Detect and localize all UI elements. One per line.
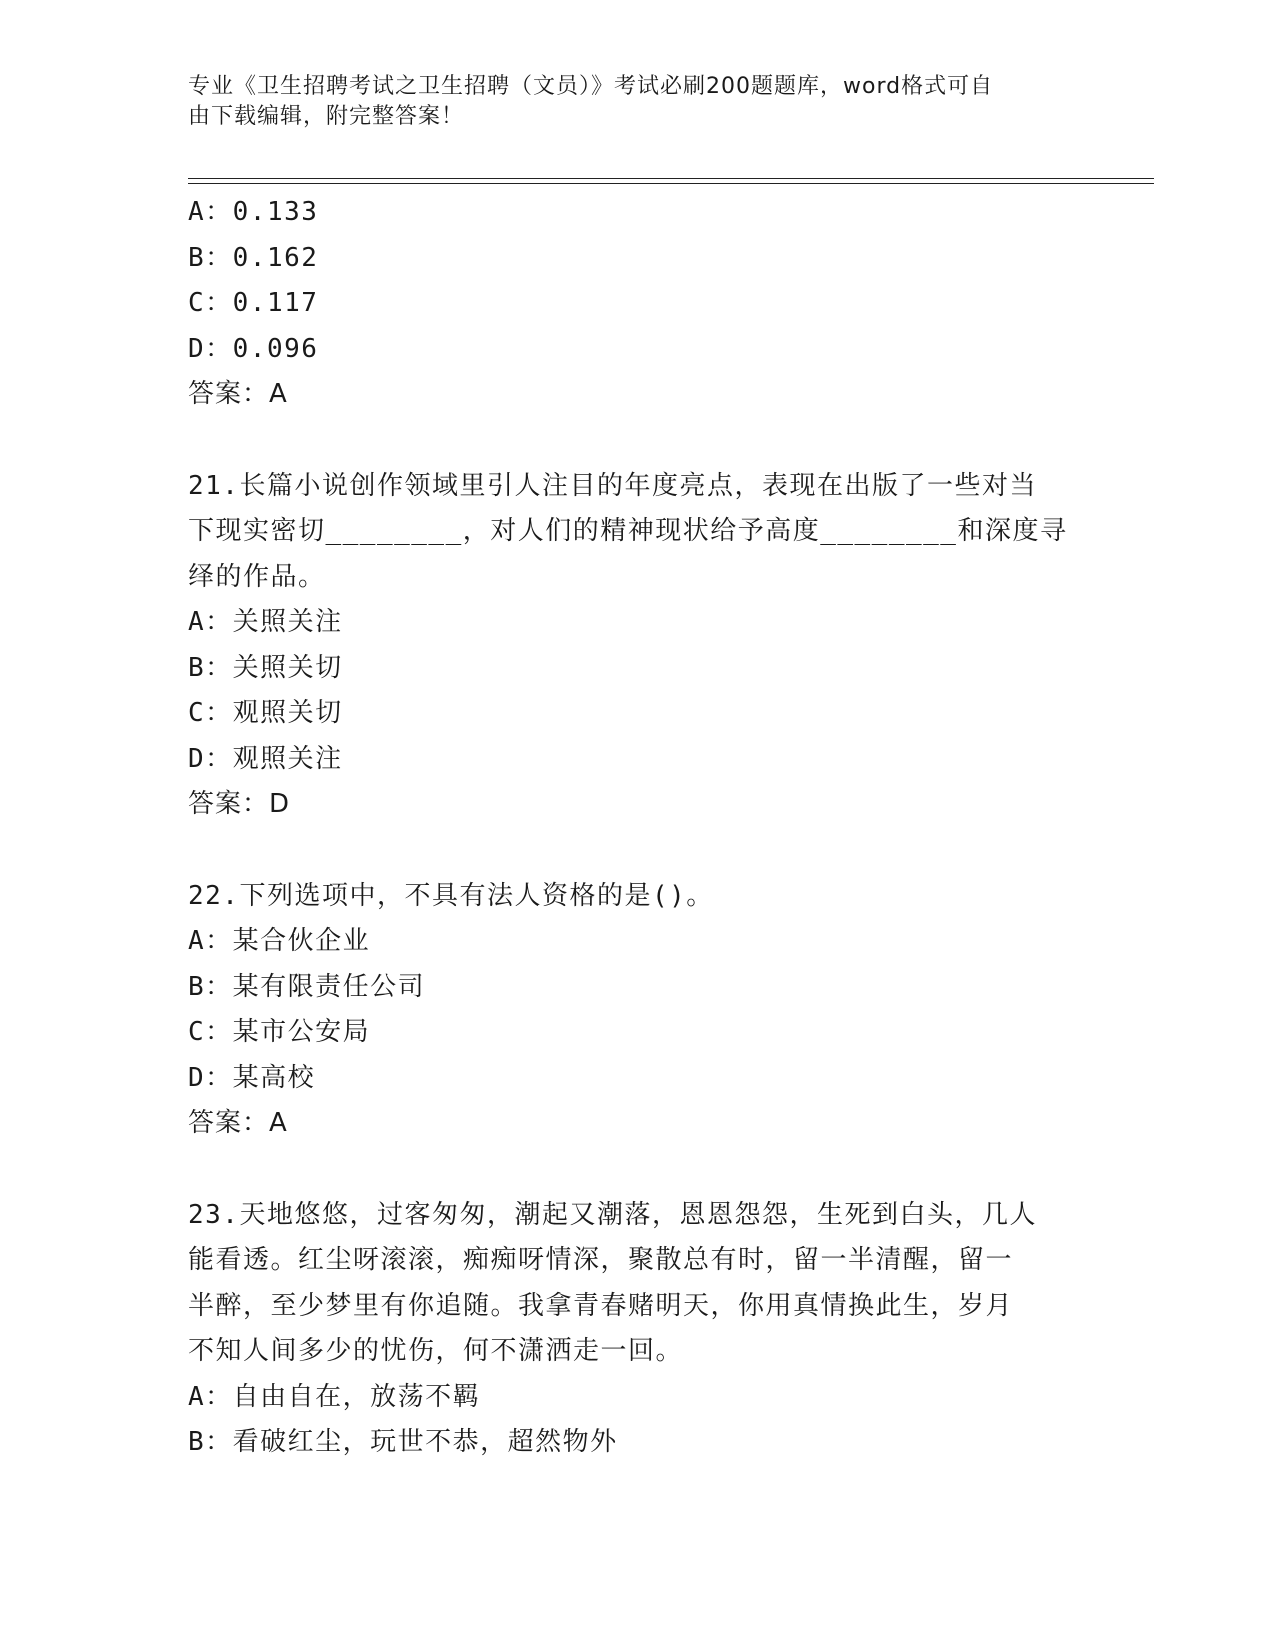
option-a: A：0.133: [188, 197, 319, 227]
option-c: C：0.117: [188, 288, 319, 318]
question-stem-line: 23.天地悠悠，过客匆匆，潮起又潮落，恩恩怨怨，生死到白头，几人: [188, 1199, 1037, 1230]
question-stem-line: 绎的作品。: [188, 561, 326, 592]
question-block-21: [188, 464, 1088, 828]
option-a: A：自由自在，放荡不羁: [188, 1381, 481, 1412]
header-line-1: 专业《卫生招聘考试之卫生招聘（文员）》考试必刷200题题库，word格式可自: [188, 74, 994, 99]
question-block-prev: [188, 190, 1088, 418]
question-stem-line: 21.长篇小说创作领域里引人注目的年度亮点，表现在出版了一些对当: [188, 470, 1037, 501]
option-b: B：关照关切: [188, 652, 343, 683]
question-stem-line: 能看透。红尘呀滚滚，痴痴呀情深，聚散总有时，留一半清醒，留一: [188, 1245, 1014, 1275]
option-b: B：某有限责任公司: [188, 971, 426, 1002]
question-stem-line: 下现实密切________，对人们的精神现状给予高度________和深度寻: [188, 516, 1068, 546]
question-stem-line: 不知人间多少的忧伤，何不潇洒走一回。: [188, 1336, 684, 1366]
option-a: A：关照关注: [188, 607, 343, 637]
answer-line: 答案：D: [188, 789, 291, 819]
question-list: [188, 190, 1088, 1466]
option-c: C：观照关切: [188, 698, 343, 728]
header-divider-top: [188, 178, 1154, 179]
option-b: B：0.162: [188, 242, 319, 273]
option-a: A：某合伙企业: [188, 926, 371, 956]
question-stem-line: 22.下列选项中，不具有法人资格的是()。: [188, 880, 714, 911]
option-d: D：观照关注: [188, 743, 343, 774]
option-c: C：某市公安局: [188, 1017, 371, 1047]
option-d: D：某高校: [188, 1062, 316, 1093]
answer-line: 答案：A: [188, 379, 288, 409]
header-line-2: 由下载编辑，附完整答案！: [188, 104, 465, 129]
option-d: D：0.096: [188, 333, 319, 364]
question-block-22: [188, 874, 1088, 1147]
document-header: [188, 72, 1068, 132]
question-block-23: [188, 1193, 1088, 1466]
question-stem-line: 半醉，至少梦里有你追随。我拿青春赌明天，你用真情换此生，岁月: [188, 1290, 1014, 1321]
option-b: B：看破红尘，玩世不恭，超然物外: [188, 1427, 618, 1457]
header-divider-bottom: [188, 183, 1154, 184]
answer-line: 答案：A: [188, 1108, 288, 1138]
